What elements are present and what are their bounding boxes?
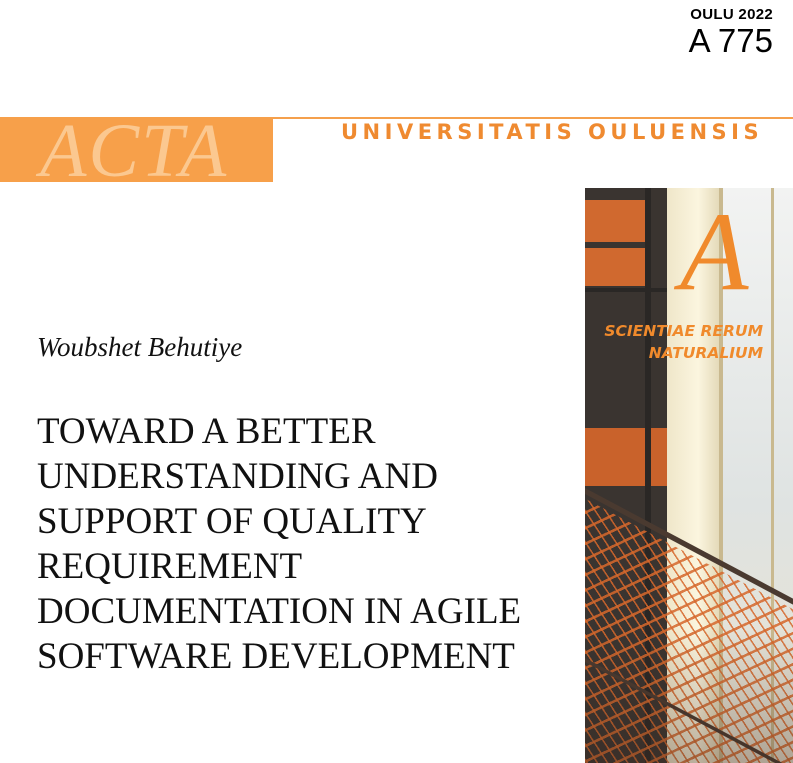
category-name [604, 320, 763, 364]
thesis-title [37, 409, 577, 679]
acta-block [0, 117, 273, 182]
title-line: REQUIREMENT [37, 546, 303, 587]
author-name: Woubshet Behutiye [37, 332, 243, 362]
universitatis-wordmark: UNIVERSITATIS OULUENSIS [341, 120, 764, 144]
series-number: A 775 [688, 22, 773, 59]
acta-wordmark: ACTA [40, 117, 229, 182]
category-letter: A [680, 190, 749, 314]
title-line: DOCUMENTATION IN AGILE [37, 591, 522, 632]
series-place-year: OULU 2022 [690, 6, 773, 23]
photo-mullion [585, 288, 667, 292]
photo-panel [585, 200, 645, 242]
photo-panel [585, 248, 645, 286]
category-name-line: NATURALIUM [648, 344, 763, 362]
photo-shadow [585, 628, 793, 763]
category-name-line: SCIENTIAE RERUM [604, 322, 763, 340]
title-line: UNDERSTANDING AND [37, 456, 438, 497]
title-line: TOWARD A BETTER [37, 411, 376, 452]
title-line: SOFTWARE DEVELOPMENT [37, 636, 515, 677]
photo-panel [585, 428, 667, 486]
title-line: SUPPORT OF QUALITY [37, 501, 427, 542]
